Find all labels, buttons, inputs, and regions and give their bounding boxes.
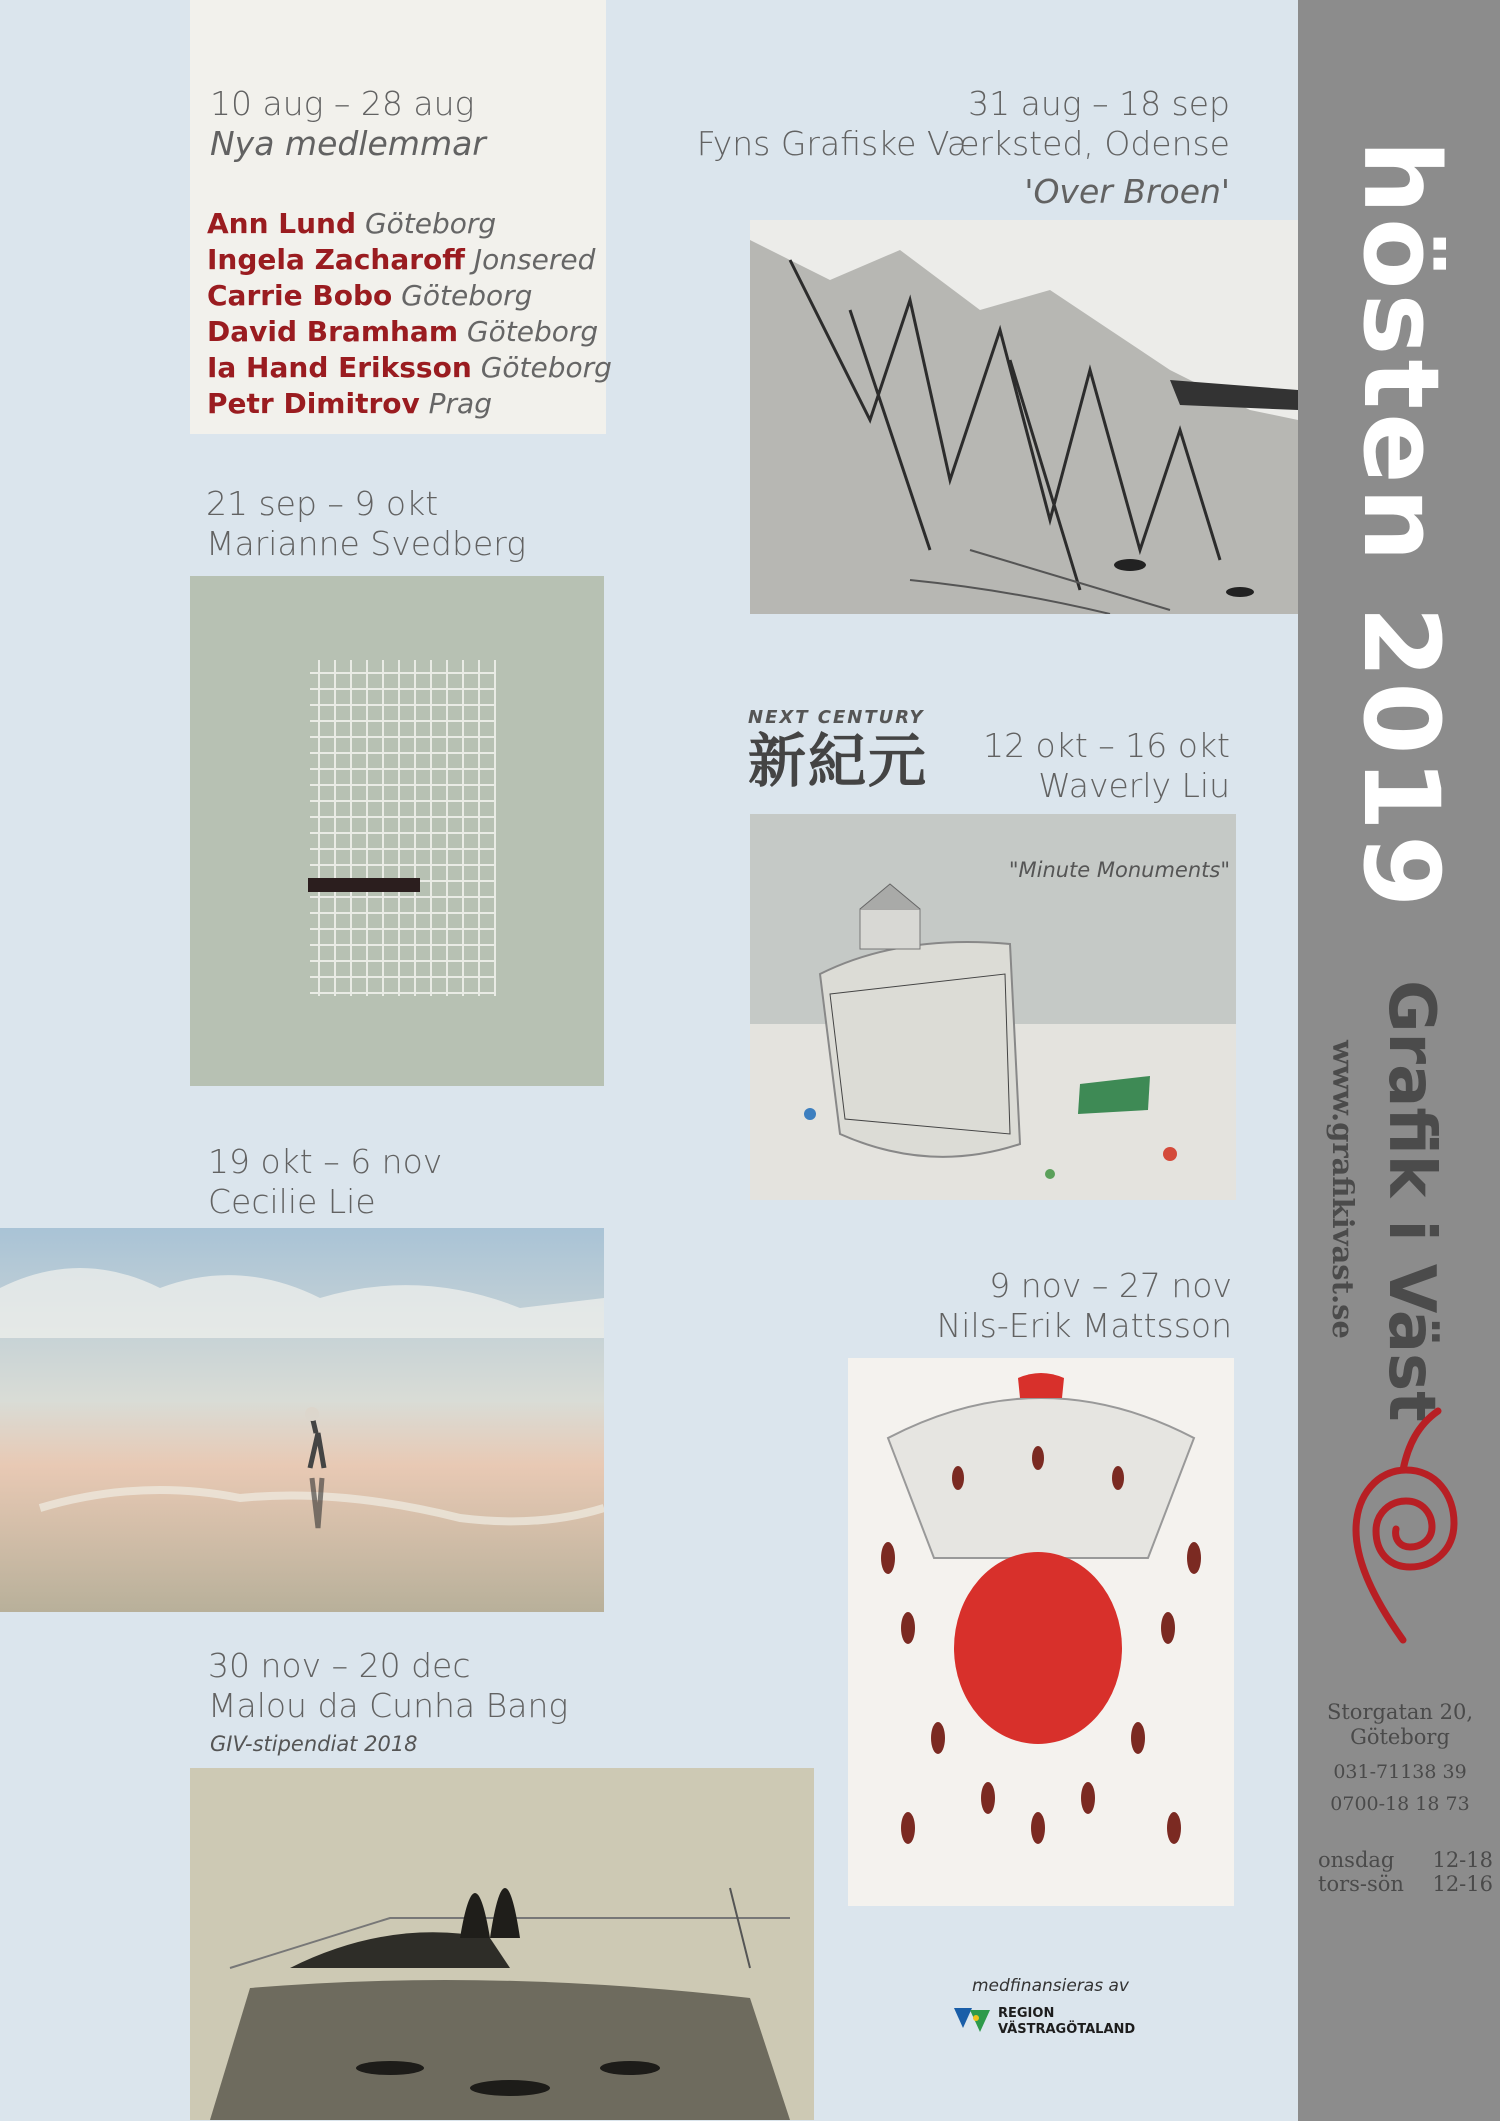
phone-1: 031-71138 39 — [1333, 1761, 1467, 1783]
landscape-print-image — [0, 1228, 604, 1612]
event-4-artist: Waverly Liu — [1038, 766, 1230, 805]
member-item — [207, 242, 612, 278]
event-3-dates: 21 sep – 9 okt — [206, 484, 439, 523]
spiral-logo-icon — [1348, 1405, 1462, 1645]
hours-row — [1318, 1872, 1493, 1896]
hours-time: 12-18 — [1432, 1848, 1493, 1872]
hours-day: tors-sön — [1318, 1872, 1404, 1896]
logo-characters: 新紀元 — [748, 727, 929, 795]
region-logo-icon — [952, 2004, 992, 2034]
region-line-2: VÄSTRAGÖTALAND — [998, 2022, 1136, 2037]
event-2-artist: Fyns Grafiske Værksted, Odense — [696, 124, 1230, 163]
member-name: David Bramham — [207, 315, 459, 348]
logo-top-text: NEXT CENTURY — [748, 707, 925, 728]
address-line-2: Göteborg — [1350, 1725, 1450, 1749]
mushroom-print-image — [848, 1358, 1234, 1906]
member-city: Göteborg — [480, 351, 612, 384]
opening-hours — [1318, 1848, 1493, 1896]
phone-2: 0700-18 18 73 — [1330, 1793, 1470, 1815]
region-name — [998, 2006, 1135, 2038]
etching-house-image — [190, 1768, 814, 2120]
event-2-title: 'Over Broen' — [1024, 172, 1230, 211]
member-name: Petr Dimitrov — [207, 387, 420, 420]
member-item — [207, 206, 612, 242]
event-7-artist: Malou da Cunha Bang — [208, 1686, 569, 1725]
member-name: Ia Hand Eriksson — [207, 351, 472, 384]
event-6-artist: Nils-Erik Mattsson — [936, 1306, 1232, 1345]
event-7-dates: 30 nov – 20 dec — [208, 1646, 471, 1685]
sponsor-label: medfinansieras av — [972, 1976, 1129, 1996]
event-1-subtitle: Nya medlemmar — [210, 124, 486, 163]
member-city: Göteborg — [466, 315, 599, 348]
event-5-dates: 19 okt – 6 nov — [208, 1142, 443, 1181]
member-item — [207, 278, 612, 314]
hours-row — [1318, 1848, 1493, 1872]
address — [1310, 1700, 1490, 1750]
event-5-artist: Cecilie Lie — [208, 1182, 376, 1221]
member-item — [207, 314, 612, 350]
hours-day: onsdag — [1318, 1848, 1395, 1872]
event-2-dates: 31 aug – 18 sep — [968, 84, 1230, 123]
org-name: Grafik i Väst — [1374, 980, 1448, 1422]
member-city: Göteborg — [401, 279, 533, 312]
address-line-1: Storgatan 20, — [1326, 1700, 1474, 1724]
member-name: Ann Lund — [207, 207, 357, 240]
event-3-artist: Marianne Svedberg — [206, 524, 527, 563]
grid-print-image — [190, 576, 604, 1086]
member-list — [207, 206, 612, 422]
member-city: Prag — [428, 387, 492, 420]
event-1-dates: 10 aug – 28 aug — [210, 84, 475, 123]
event-7-note: GIV-stipendiat 2018 — [210, 1732, 418, 1756]
member-city: Göteborg — [364, 207, 497, 240]
next-century-logo — [748, 708, 988, 800]
event-4-title: "Minute Monuments" — [1008, 858, 1230, 882]
website-url: www.grafikivast.se — [1326, 1040, 1360, 1339]
member-city: Jonsered — [473, 243, 596, 276]
member-item — [207, 350, 612, 386]
hours-time: 12-16 — [1432, 1872, 1493, 1896]
etching-cliffs-image — [750, 220, 1298, 614]
event-4-dates: 12 okt – 16 okt — [983, 726, 1230, 765]
event-6-dates: 9 nov – 27 nov — [989, 1266, 1232, 1305]
member-name: Ingela Zacharoff — [207, 243, 465, 276]
region-line-1: REGION — [998, 2006, 1055, 2021]
member-item — [207, 386, 612, 422]
member-name: Carrie Bobo — [207, 279, 393, 312]
season-title: hösten 2019 — [1340, 140, 1462, 912]
